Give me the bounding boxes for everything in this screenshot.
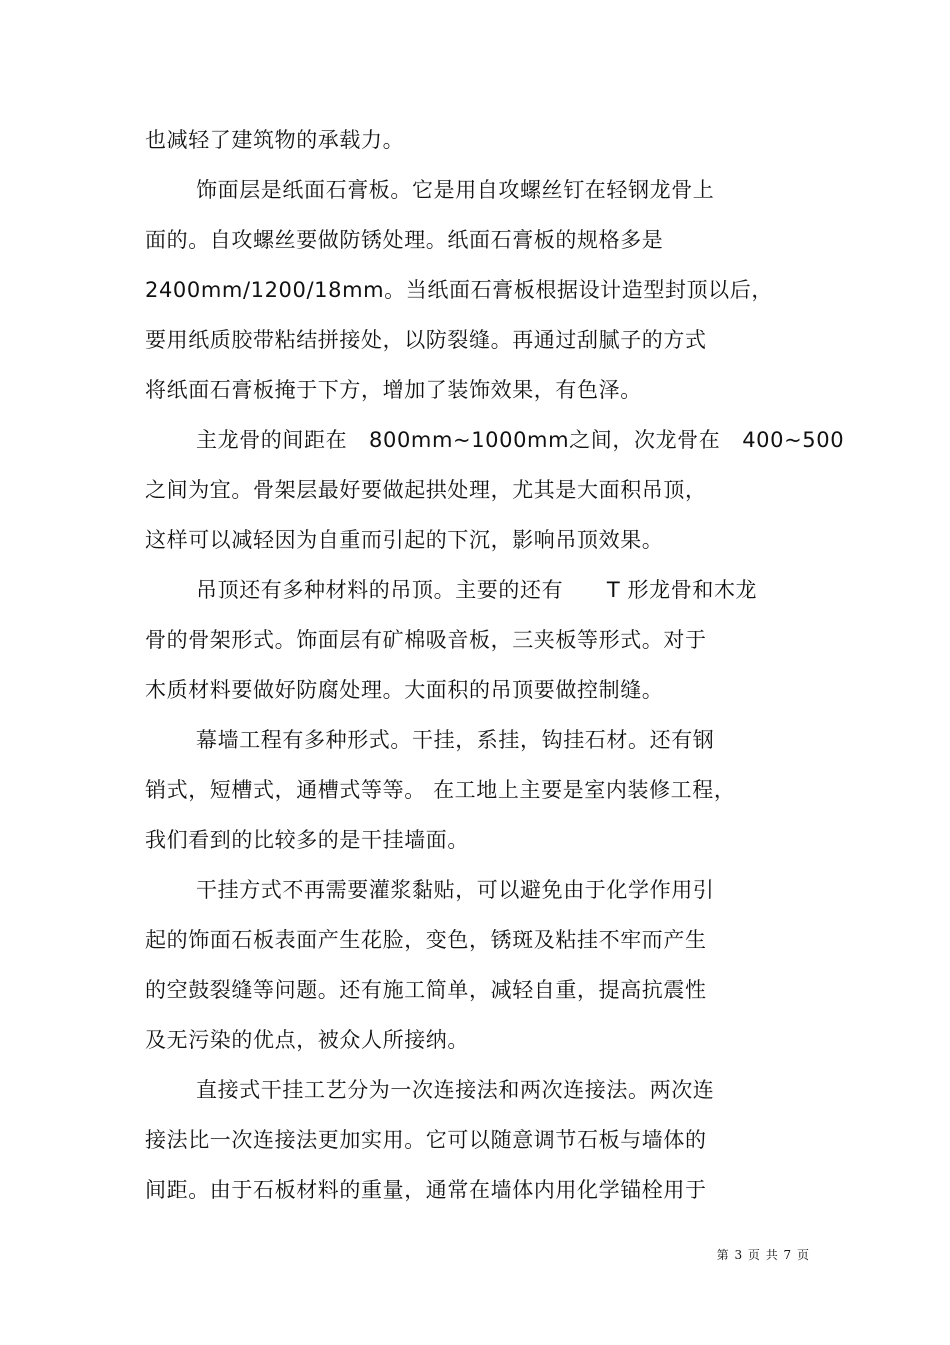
text-line: 销式，短槽式，通槽式等等。 在工地上主要是室内装修工程， xyxy=(145,778,736,802)
text-line: 干挂方式不再需要灌浆黏贴，可以避免由于化学作用引 xyxy=(196,878,715,902)
text-line: 幕墙工程有多种形式。干挂，系挂，钩挂石材。还有钢 xyxy=(196,728,715,752)
text-line: 起的饰面石板表面产生花脸，变色，锈斑及粘挂不牢而产生 xyxy=(145,928,707,952)
text-line: 将纸面石膏板掩于下方，增加了装饰效果，有色泽。 xyxy=(145,378,642,402)
text-line: 吊顶还有多种材料的吊顶。主要的还有 T 形龙骨和木龙 xyxy=(196,578,758,602)
text-line: 面的。自攻螺丝要做防锈处理。纸面石膏板的规格多是 xyxy=(145,228,664,252)
text-line: 饰面层是纸面石膏板。它是用自攻螺丝钉在轻钢龙骨上 xyxy=(196,178,715,202)
text-line: 我们看到的比较多的是干挂墙面。 xyxy=(145,828,469,852)
text-line: 也减轻了建筑物的承载力。 xyxy=(145,128,405,152)
text-line: 接法比一次连接法更加实用。它可以随意调节石板与墙体的 xyxy=(145,1128,707,1152)
text-line: 直接式干挂工艺分为一次连接法和两次连接法。两次连 xyxy=(196,1078,715,1102)
text-line: 及无污染的优点，被众人所接纳。 xyxy=(145,1028,469,1052)
text-line: 木质材料要做好防腐处理。大面积的吊顶要做控制缝。 xyxy=(145,678,664,702)
text-line: 要用纸质胶带粘结拼接处，以防裂缝。再通过刮腻子的方式 xyxy=(145,328,707,352)
page-number-footer: 第 3 页 共 7 页 xyxy=(716,1248,810,1262)
text-line: 间距。由于石板材料的重量，通常在墙体内用化学锚栓用于 xyxy=(145,1178,707,1202)
text-line: 这样可以减轻因为自重而引起的下沉，影响吊顶效果。 xyxy=(145,528,664,552)
text-line: 主龙骨的间距在 800mm~1000mm之间，次龙骨在 400~500 xyxy=(196,428,845,452)
text-line: 之间为宜。骨架层最好要做起拱处理，尤其是大面积吊顶， xyxy=(145,478,707,502)
text-line: 的空鼓裂缝等问题。还有施工简单，减轻自重，提高抗震性 xyxy=(145,978,707,1002)
text-line: 骨的骨架形式。饰面层有矿棉吸音板，三夹板等形式。对于 xyxy=(145,628,707,652)
text-line: 2400mm/1200/18mm。当纸面石膏板根据设计造型封顶以后， xyxy=(145,278,773,302)
